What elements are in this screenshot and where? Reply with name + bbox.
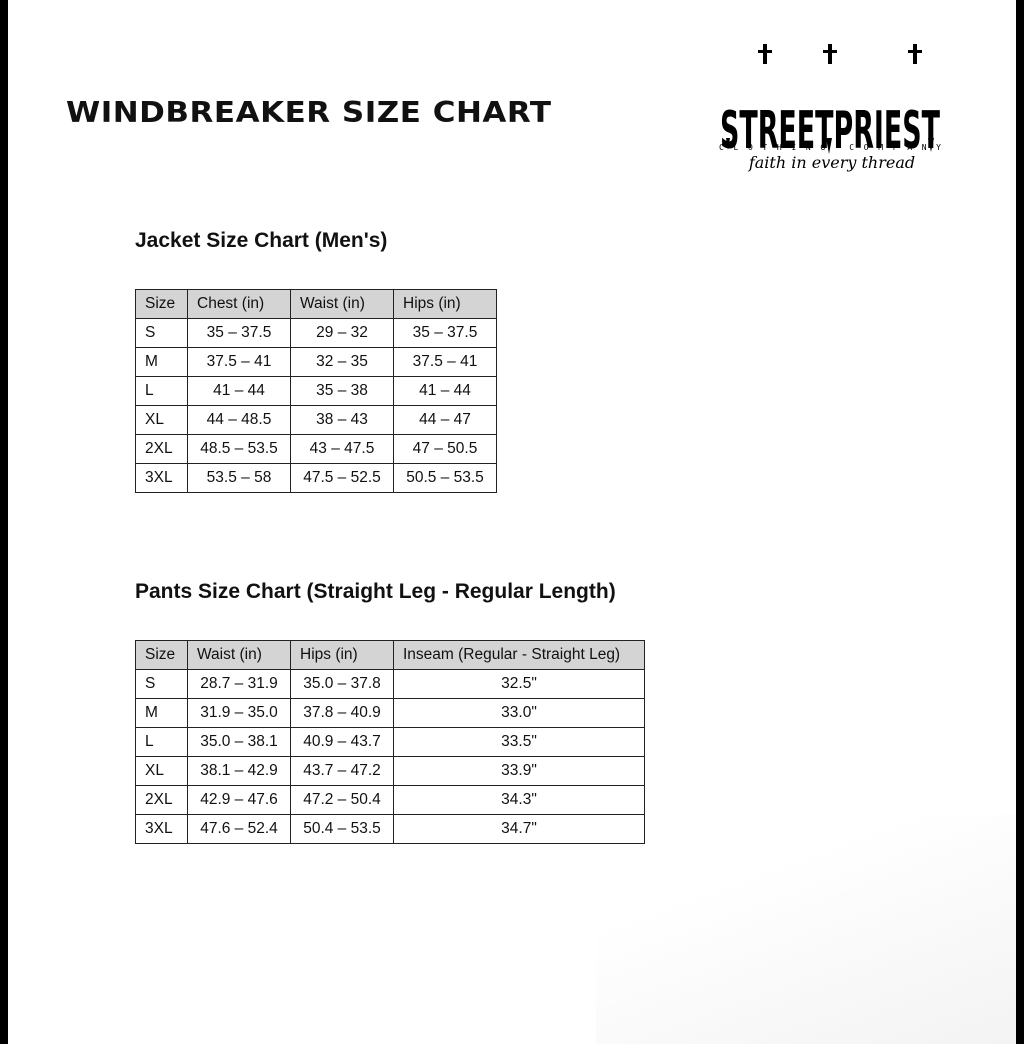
measurement-cell: 34.3" (394, 786, 645, 815)
measurement-cell: 32.5" (394, 670, 645, 699)
measurement-cell: 41 – 44 (394, 377, 497, 406)
size-cell: 2XL (136, 435, 188, 464)
size-cell: XL (136, 757, 188, 786)
size-cell: XL (136, 406, 188, 435)
measurement-cell: 33.5" (394, 728, 645, 757)
size-cell: S (136, 670, 188, 699)
measurement-cell: 50.5 – 53.5 (394, 464, 497, 493)
measurement-cell: 43.7 – 47.2 (291, 757, 394, 786)
measurement-cell: 35.0 – 38.1 (188, 728, 291, 757)
measurement-cell: 38 – 43 (291, 406, 394, 435)
logo-wordmark: STREETPRIEST (720, 100, 941, 161)
logo-tagline: faith in every thread (748, 153, 916, 172)
brand-logo (714, 42, 946, 178)
measurement-cell: 42.9 – 47.6 (188, 786, 291, 815)
table-row (136, 670, 645, 699)
measurement-cell: 53.5 – 58 (188, 464, 291, 493)
table-row (136, 464, 497, 493)
measurement-cell: 44 – 47 (394, 406, 497, 435)
measurement-cell: 47.5 – 52.5 (291, 464, 394, 493)
brand-logo-graphic (714, 42, 946, 178)
table-row (136, 377, 497, 406)
column-header: Hips (in) (291, 641, 394, 670)
page-title: WINDBREAKER SIZE CHART (66, 96, 552, 130)
size-cell: L (136, 377, 188, 406)
table-row (136, 406, 497, 435)
measurement-cell: 48.5 – 53.5 (188, 435, 291, 464)
table-header-row (136, 641, 645, 670)
page-shading (596, 814, 1016, 1044)
table-row (136, 728, 645, 757)
measurement-cell: 44 – 48.5 (188, 406, 291, 435)
measurement-cell: 47.2 – 50.4 (291, 786, 394, 815)
size-chart-page (8, 0, 1016, 1044)
measurement-cell: 35.0 – 37.8 (291, 670, 394, 699)
measurement-cell: 35 – 37.5 (394, 319, 497, 348)
size-cell: 3XL (136, 815, 188, 844)
column-header: Chest (in) (188, 290, 291, 319)
size-cell: L (136, 728, 188, 757)
measurement-cell: 33.9" (394, 757, 645, 786)
column-header: Inseam (Regular - Straight Leg) (394, 641, 645, 670)
table-row (136, 815, 645, 844)
column-header: Waist (in) (291, 290, 394, 319)
measurement-cell: 38.1 – 42.9 (188, 757, 291, 786)
column-header: Size (136, 290, 188, 319)
size-cell: 2XL (136, 786, 188, 815)
column-header: Waist (in) (188, 641, 291, 670)
logo-subline: CLOTHING COMPANY (719, 143, 941, 152)
size-cell: M (136, 699, 188, 728)
measurement-cell: 35 – 38 (291, 377, 394, 406)
measurement-cell: 41 – 44 (188, 377, 291, 406)
column-header: Hips (in) (394, 290, 497, 319)
measurement-cell: 47 – 50.5 (394, 435, 497, 464)
table-row (136, 319, 497, 348)
measurement-cell: 50.4 – 53.5 (291, 815, 394, 844)
measurement-cell: 33.0" (394, 699, 645, 728)
table-row (136, 348, 497, 377)
size-cell: 3XL (136, 464, 188, 493)
measurement-cell: 28.7 – 31.9 (188, 670, 291, 699)
measurement-cell: 35 – 37.5 (188, 319, 291, 348)
size-cell: M (136, 348, 188, 377)
measurement-cell: 32 – 35 (291, 348, 394, 377)
pants-section-title: Pants Size Chart (Straight Leg - Regular Length) (135, 580, 616, 603)
jacket-section-title: Jacket Size Chart (Men's) (135, 229, 388, 252)
measurement-cell: 37.5 – 41 (394, 348, 497, 377)
table-row (136, 699, 645, 728)
measurement-cell: 37.5 – 41 (188, 348, 291, 377)
column-header: Size (136, 641, 188, 670)
jacket-size-table (135, 289, 497, 493)
table-row (136, 757, 645, 786)
table-row (136, 435, 497, 464)
measurement-cell: 34.7" (394, 815, 645, 844)
size-cell: S (136, 319, 188, 348)
table-row (136, 786, 645, 815)
measurement-cell: 37.8 – 40.9 (291, 699, 394, 728)
measurement-cell: 31.9 – 35.0 (188, 699, 291, 728)
measurement-cell: 43 – 47.5 (291, 435, 394, 464)
measurement-cell: 40.9 – 43.7 (291, 728, 394, 757)
measurement-cell: 47.6 – 52.4 (188, 815, 291, 844)
table-header-row (136, 290, 497, 319)
pants-size-table (135, 640, 645, 844)
measurement-cell: 29 – 32 (291, 319, 394, 348)
